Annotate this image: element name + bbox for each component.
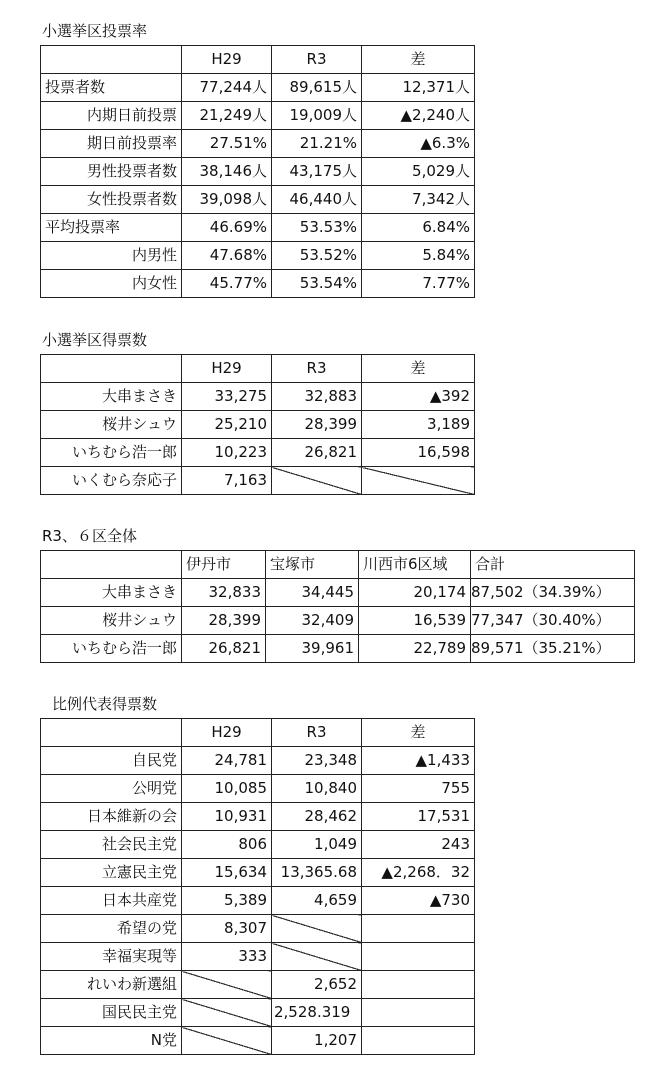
table-row bbox=[41, 887, 475, 915]
candidate-name: 大串まさき bbox=[41, 579, 182, 607]
header-cell: 差 bbox=[362, 355, 475, 383]
cell-r3: 28,462 bbox=[272, 803, 362, 831]
table-row bbox=[41, 971, 475, 999]
cell-diff: 7,342人 bbox=[362, 186, 475, 214]
cell-h29: 38,146人 bbox=[182, 158, 272, 186]
empty-cell bbox=[362, 999, 475, 1027]
table-row bbox=[41, 270, 475, 298]
cell-kawanishi: 22,789 bbox=[359, 635, 471, 663]
header-cell: R3 bbox=[272, 719, 362, 747]
cell-diff: ▲2,268．32 bbox=[362, 859, 475, 887]
header-cell: 差 bbox=[362, 46, 475, 74]
candidate-name: 桜井シュウ bbox=[41, 411, 182, 439]
cell-total: 87,502（34.39%） bbox=[471, 579, 635, 607]
candidate-name: いちむら浩一郎 bbox=[41, 635, 182, 663]
cell-h29: 5,389 bbox=[182, 887, 272, 915]
cell-diff: ▲6.3% bbox=[362, 130, 475, 158]
table-row bbox=[41, 158, 475, 186]
cell-r3: 10,840 bbox=[272, 775, 362, 803]
table-row bbox=[41, 915, 475, 943]
empty-cell bbox=[362, 915, 475, 943]
header-cell: 差 bbox=[362, 719, 475, 747]
cell-r3: 21.21% bbox=[272, 130, 362, 158]
party-name: 日本共産党 bbox=[41, 887, 182, 915]
row-label: 期日前投票率 bbox=[41, 130, 182, 158]
cell-h29: 333 bbox=[182, 943, 272, 971]
cell-kawanishi: 20,174 bbox=[359, 579, 471, 607]
table-header-row bbox=[41, 355, 475, 383]
empty-cell bbox=[362, 971, 475, 999]
table-row bbox=[41, 130, 475, 158]
party-name: 公明党 bbox=[41, 775, 182, 803]
empty-slash-cell bbox=[272, 915, 362, 943]
cell-h29: 27.51% bbox=[182, 130, 272, 158]
cell-diff: 755 bbox=[362, 775, 475, 803]
table-row bbox=[41, 242, 475, 270]
header-cell: 川西市6区域 bbox=[359, 551, 471, 579]
cell-itami: 32,833 bbox=[182, 579, 266, 607]
table-row bbox=[41, 803, 475, 831]
cell-diff: 5.84% bbox=[362, 242, 475, 270]
cell-diff: 17,531 bbox=[362, 803, 475, 831]
table-header-row bbox=[41, 719, 475, 747]
cell-h29: 77,244人 bbox=[182, 74, 272, 102]
table-row bbox=[41, 579, 635, 607]
header-cell: H29 bbox=[182, 355, 272, 383]
cell-h29: 15,634 bbox=[182, 859, 272, 887]
cell-r3: 53.54% bbox=[272, 270, 362, 298]
header-cell: 合計 bbox=[471, 551, 635, 579]
row-label: 投票者数 bbox=[41, 74, 182, 102]
empty-slash-cell bbox=[362, 467, 475, 495]
cell-diff: ▲1,433 bbox=[362, 747, 475, 775]
candidate-name: いくむら奈応子 bbox=[41, 467, 182, 495]
empty-slash-cell bbox=[182, 971, 272, 999]
cell-diff: 243 bbox=[362, 831, 475, 859]
cell-r3: 46,440人 bbox=[272, 186, 362, 214]
row-label: 内男性 bbox=[41, 242, 182, 270]
table-row bbox=[41, 607, 635, 635]
cell-h29: 25,210 bbox=[182, 411, 272, 439]
cell-takarazuka: 34,445 bbox=[266, 579, 359, 607]
table-row bbox=[41, 859, 475, 887]
cell-diff: ▲2,240人 bbox=[362, 102, 475, 130]
cell-itami: 28,399 bbox=[182, 607, 266, 635]
cell-r3: 89,615人 bbox=[272, 74, 362, 102]
table-row bbox=[41, 775, 475, 803]
section-title-proportional-votes: 比例代表得票数 bbox=[52, 695, 158, 713]
party-name: 立憲民主党 bbox=[41, 859, 182, 887]
proportional-votes-table bbox=[40, 718, 475, 1055]
table-row bbox=[41, 439, 475, 467]
table-row bbox=[41, 943, 475, 971]
row-label: 平均投票率 bbox=[41, 214, 182, 242]
row-label: 女性投票者数 bbox=[41, 186, 182, 214]
cell-h29: 10,931 bbox=[182, 803, 272, 831]
cell-diff: 12,371人 bbox=[362, 74, 475, 102]
empty-slash-cell bbox=[272, 467, 362, 495]
table-row bbox=[41, 467, 475, 495]
header-cell: H29 bbox=[182, 46, 272, 74]
party-name: N党 bbox=[41, 1027, 182, 1055]
party-name: 社会民主党 bbox=[41, 831, 182, 859]
section-title-district-turnout: 小選挙区投票率 bbox=[42, 22, 148, 40]
party-name: 国民民主党 bbox=[41, 999, 182, 1027]
cell-takarazuka: 32,409 bbox=[266, 607, 359, 635]
table-row bbox=[41, 1027, 475, 1055]
candidate-name: 大串まさき bbox=[41, 383, 182, 411]
empty-slash-cell bbox=[182, 999, 272, 1027]
party-name: 日本維新の会 bbox=[41, 803, 182, 831]
cell-total: 77,347（30.40%） bbox=[471, 607, 635, 635]
cell-kawanishi: 16,539 bbox=[359, 607, 471, 635]
cell-h29: 47.68% bbox=[182, 242, 272, 270]
empty-cell bbox=[362, 943, 475, 971]
table-row bbox=[41, 102, 475, 130]
cell-diff: 5,029人 bbox=[362, 158, 475, 186]
cell-r3: 1,207 bbox=[272, 1027, 362, 1055]
candidate-name: いちむら浩一郎 bbox=[41, 439, 182, 467]
cell-r3: 4,659 bbox=[272, 887, 362, 915]
party-name: 希望の党 bbox=[41, 915, 182, 943]
cell-h29: 39,098人 bbox=[182, 186, 272, 214]
cell-r3: 19,009人 bbox=[272, 102, 362, 130]
cell-r3: 23,348 bbox=[272, 747, 362, 775]
header-cell bbox=[41, 46, 182, 74]
cell-diff: 3,189 bbox=[362, 411, 475, 439]
empty-slash-cell bbox=[272, 943, 362, 971]
district-turnout-table bbox=[40, 45, 475, 298]
table-header-row bbox=[41, 46, 475, 74]
cell-h29: 21,249人 bbox=[182, 102, 272, 130]
cell-h29: 46.69% bbox=[182, 214, 272, 242]
r3-district6-table bbox=[40, 550, 635, 663]
cell-itami: 26,821 bbox=[182, 635, 266, 663]
header-cell: 宝塚市 bbox=[266, 551, 359, 579]
cell-diff: 7.77% bbox=[362, 270, 475, 298]
table-row bbox=[41, 635, 635, 663]
table-header-row bbox=[41, 551, 635, 579]
table-row bbox=[41, 831, 475, 859]
cell-total: 89,571（35.21%） bbox=[471, 635, 635, 663]
cell-r3: 53.53% bbox=[272, 214, 362, 242]
table-row bbox=[41, 383, 475, 411]
cell-r3: 28,399 bbox=[272, 411, 362, 439]
cell-r3: 26,821 bbox=[272, 439, 362, 467]
header-cell: R3 bbox=[272, 46, 362, 74]
cell-r3: 2,528.319 bbox=[272, 999, 362, 1027]
cell-r3: 53.52% bbox=[272, 242, 362, 270]
candidate-name: 桜井シュウ bbox=[41, 607, 182, 635]
cell-r3: 2,652 bbox=[272, 971, 362, 999]
cell-h29: 24,781 bbox=[182, 747, 272, 775]
cell-h29: 10,085 bbox=[182, 775, 272, 803]
row-label: 男性投票者数 bbox=[41, 158, 182, 186]
header-cell bbox=[41, 355, 182, 383]
table-row bbox=[41, 74, 475, 102]
cell-r3: 32,883 bbox=[272, 383, 362, 411]
header-cell bbox=[41, 719, 182, 747]
cell-h29: 806 bbox=[182, 831, 272, 859]
cell-h29: 8,307 bbox=[182, 915, 272, 943]
header-cell bbox=[41, 551, 182, 579]
cell-h29: 7,163 bbox=[182, 467, 272, 495]
cell-r3: 1,049 bbox=[272, 831, 362, 859]
row-label: 内期日前投票 bbox=[41, 102, 182, 130]
header-cell: R3 bbox=[272, 355, 362, 383]
cell-diff: 6.84% bbox=[362, 214, 475, 242]
cell-h29: 45.77% bbox=[182, 270, 272, 298]
cell-diff: ▲392 bbox=[362, 383, 475, 411]
empty-slash-cell bbox=[182, 1027, 272, 1055]
header-cell: H29 bbox=[182, 719, 272, 747]
table-row bbox=[41, 186, 475, 214]
cell-r3: 43,175人 bbox=[272, 158, 362, 186]
party-name: 幸福実現等 bbox=[41, 943, 182, 971]
empty-cell bbox=[362, 1027, 475, 1055]
section-title-r3-district6: R3、６区全体 bbox=[42, 527, 137, 545]
district-votes-table bbox=[40, 354, 475, 495]
table-row bbox=[41, 214, 475, 242]
table-row bbox=[41, 747, 475, 775]
cell-diff: 16,598 bbox=[362, 439, 475, 467]
cell-h29: 10,223 bbox=[182, 439, 272, 467]
table-row bbox=[41, 999, 475, 1027]
row-label: 内女性 bbox=[41, 270, 182, 298]
cell-r3: 13,365.68 bbox=[272, 859, 362, 887]
header-cell: 伊丹市 bbox=[182, 551, 266, 579]
table-row bbox=[41, 411, 475, 439]
cell-takarazuka: 39,961 bbox=[266, 635, 359, 663]
cell-h29: 33,275 bbox=[182, 383, 272, 411]
party-name: れいわ新選組 bbox=[41, 971, 182, 999]
cell-diff: ▲730 bbox=[362, 887, 475, 915]
party-name: 自民党 bbox=[41, 747, 182, 775]
section-title-district-votes: 小選挙区得票数 bbox=[42, 331, 148, 349]
